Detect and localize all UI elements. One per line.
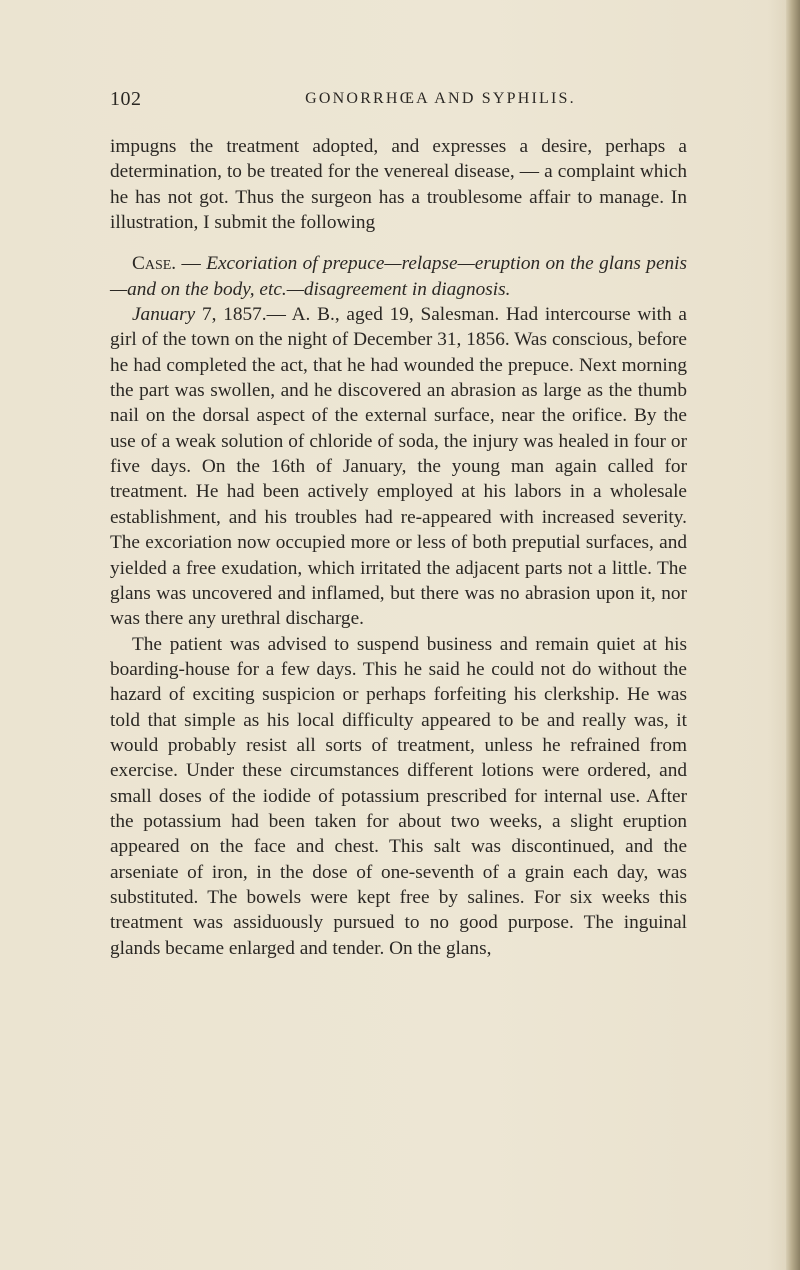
case-date: January [132,304,196,326]
case-history-paragraph [110,302,687,631]
treatment-paragraph: The patient was advised to suspend business and remain quiet at his boarding-house for a few days. This he said he could not do without the hazard of exciting suspicion or perhaps forfeiting his clerkship. He was told that simple as his local difficulty appeared to be and really was, it would probably resist all sorts of treatment, unless he refrained from exercise. Under these circumstances different lotions were ordered, and small doses of the iodide of potassium prescribed for internal use. After the potassium had been taken for about two weeks, a slight eruption appeared on the face and chest. This salt was discontinued, and the arseniate of iron, in the dose of one-seventh of a grain each day, was substituted. The bowels were kept free by salines. For six weeks this treatment was assiduously pursued to no good purpose. The inguinal glands became enlarged and tender. On the glans, [110,633,687,959]
case-history-text: 7, 1857.— A. B., aged 19, Salesman. Had intercourse with a girl of the town on the night of December 31, 1856. Was conscious, before he had completed the act, that he had wounded the prepuce. Next morning the part was swollen, and he discovered an abrasion as large as the thumb nail on the dorsal aspect of the external surface, near the orifice. By the use of a weak solution of chloride of soda, the injury was healed in four or five days. On the 16th of January, the young man again called for treatment. He had been actively employed at his labors in a wholesale establishment, and his troubles had re-appeared with increased severity. The excoriation now occupied more or less of both preputial surfaces, and yielded a free exudation, which irritated the adjacent parts not a little. The glans was uncovered and inflamed, but there was no abrasion upon it, nor was there any urethral discharge. [110,304,687,630]
page-number: 102 [110,88,142,110]
body-text [110,134,687,961]
case-label: Case. [132,253,177,275]
case-title: Excoriation of prepuce—relapse—eruption on the glans penis—and on the body, etc.—disagreement in diagnosis. [110,253,687,300]
paragraph-continued: impugns the treatment adopted, and expresses a desire, perhaps a determination, to be treated for the venereal disease, — a complaint which he has not got. Thus the surgeon has a troublesome affair to manage. In illustration, I submit the following [110,136,687,234]
case-dash: — [176,253,207,275]
page-edge-shadow [786,0,800,1270]
page-header [110,88,685,118]
case-heading [110,251,687,302]
running-head: GONORRHŒA AND SYPHILIS. [305,90,576,107]
